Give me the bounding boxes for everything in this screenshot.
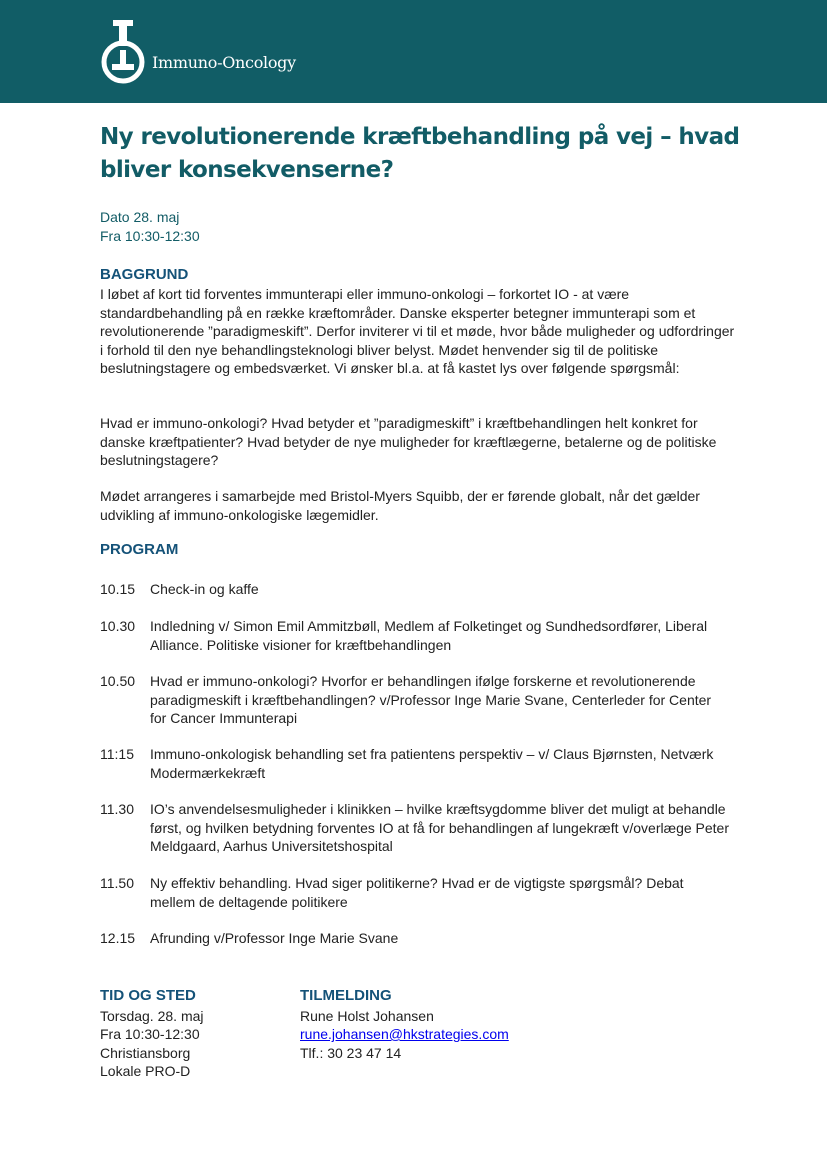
venue-block	[100, 987, 280, 1081]
venue-day: Torsdag. 28. maj	[100, 1007, 204, 1024]
program-time: 12.15	[100, 930, 136, 946]
immuno-oncology-logo-icon	[100, 20, 146, 84]
program-text: Afrunding v/Professor Inge Marie Svane	[150, 930, 399, 946]
program-time: 10.15	[100, 581, 136, 597]
program-time: 11.30	[100, 801, 134, 817]
section-heading-program: PROGRAM	[100, 541, 179, 558]
signup-phone: Tlf.: 30 23 47 14	[300, 1044, 402, 1061]
program-text: IO’s anvendelsesmuligheder i klinikken – hvilke kræftsygdomme bliver det muligt at behandle først, og hvilken betydning forventes IO at få for behandlingen af lungekræft v/overlæge Peter Meldgaard, Aarhus Universitetshospital	[150, 801, 729, 854]
event-date: Dato 28. maj	[100, 209, 180, 225]
background-paragraph-2: Hvad er immuno-onkologi? Hvad betyder et ”paradigmeskift” i kræftbehandlingen helt konkret for danske kræftpatienter? Hvad betyder de nye muligheder for kræftlægerne, betalerne og de politiske beslutningstagere?	[100, 415, 717, 468]
program-time: 11:15	[100, 746, 134, 762]
signup-email-link[interactable]: rune.johansen@hkstrategies.com	[300, 1026, 509, 1042]
venue-room: Lokale PRO-D	[100, 1063, 191, 1079]
program-time: 11.50	[100, 875, 134, 891]
section-heading-signup: TILMELDING	[300, 987, 392, 1004]
background-paragraph-3: Mødet arrangeres i samarbejde med Bristol-Myers Squibb, der er førende globalt, når det gælder udvikling af immuno-onkologiske lægemidler.	[100, 488, 700, 523]
section-heading-venue: TID OG STED	[100, 987, 196, 1004]
program-text: Ny effektiv behandling. Hvad siger politikerne? Hvad er de vigtigste spørgsmål? Debat mellem de deltagende politikere	[150, 875, 684, 910]
section-heading-background: BAGGRUND	[100, 266, 189, 283]
brand-name: Immuno-Oncology	[152, 53, 296, 72]
page-title: Ny revolutionerende kræftbehandling på vej – hvad bliver konsekvenserne?	[100, 124, 740, 183]
program-text: Immuno-onkologisk behandling set fra patientens perspektiv – v/ Claus Bjørnsten, Netværk Modermærkekræft	[150, 746, 714, 781]
venue-place: Christiansborg	[100, 1044, 191, 1061]
program-text: Hvad er immuno-onkologi? Hvorfor er behandlingen ifølge forskerne et revolutionerende paradigmeskift i kræftbehandlingen? v/Professor Inge Marie Svane, Centerleder for Center for Cancer Immunterapi	[150, 673, 712, 726]
program-time: 10.50	[100, 673, 136, 689]
program-time: 10.30	[100, 618, 136, 634]
event-time: Fra 10:30-12:30	[100, 228, 200, 244]
background-paragraph-1: I løbet af kort tid forventes immunterapi eller immuno-onkologi – forkortet IO - at være standardbehandling på en række kræftområder. Danske eksperter betegner immunterapi som et revolutionerende ”paradigmeskift”. Derfor inviterer vi til et møde, hvor både muligheder og udfordringer i forhold til den nye behandlingsteknologi bliver belyst. Mødet henvender sig til de politiske beslutningstagere og embedsværket. Vi ønsker bl.a. at få kastet lys over følgende spørgsmål:	[100, 286, 735, 376]
signup-block	[300, 987, 600, 1062]
program-text: Check-in og kaffe	[150, 581, 259, 597]
venue-time: Fra 10:30-12:30	[100, 1026, 200, 1042]
signup-contact-name: Rune Holst Johansen	[300, 1007, 434, 1024]
header-banner	[0, 0, 827, 103]
program-text: Indledning v/ Simon Emil Ammitzbøll, Medlem af Folketinget og Sundhedsordfører, Liberal Alliance. Politiske visioner for kræftbehandlingen	[150, 618, 708, 653]
